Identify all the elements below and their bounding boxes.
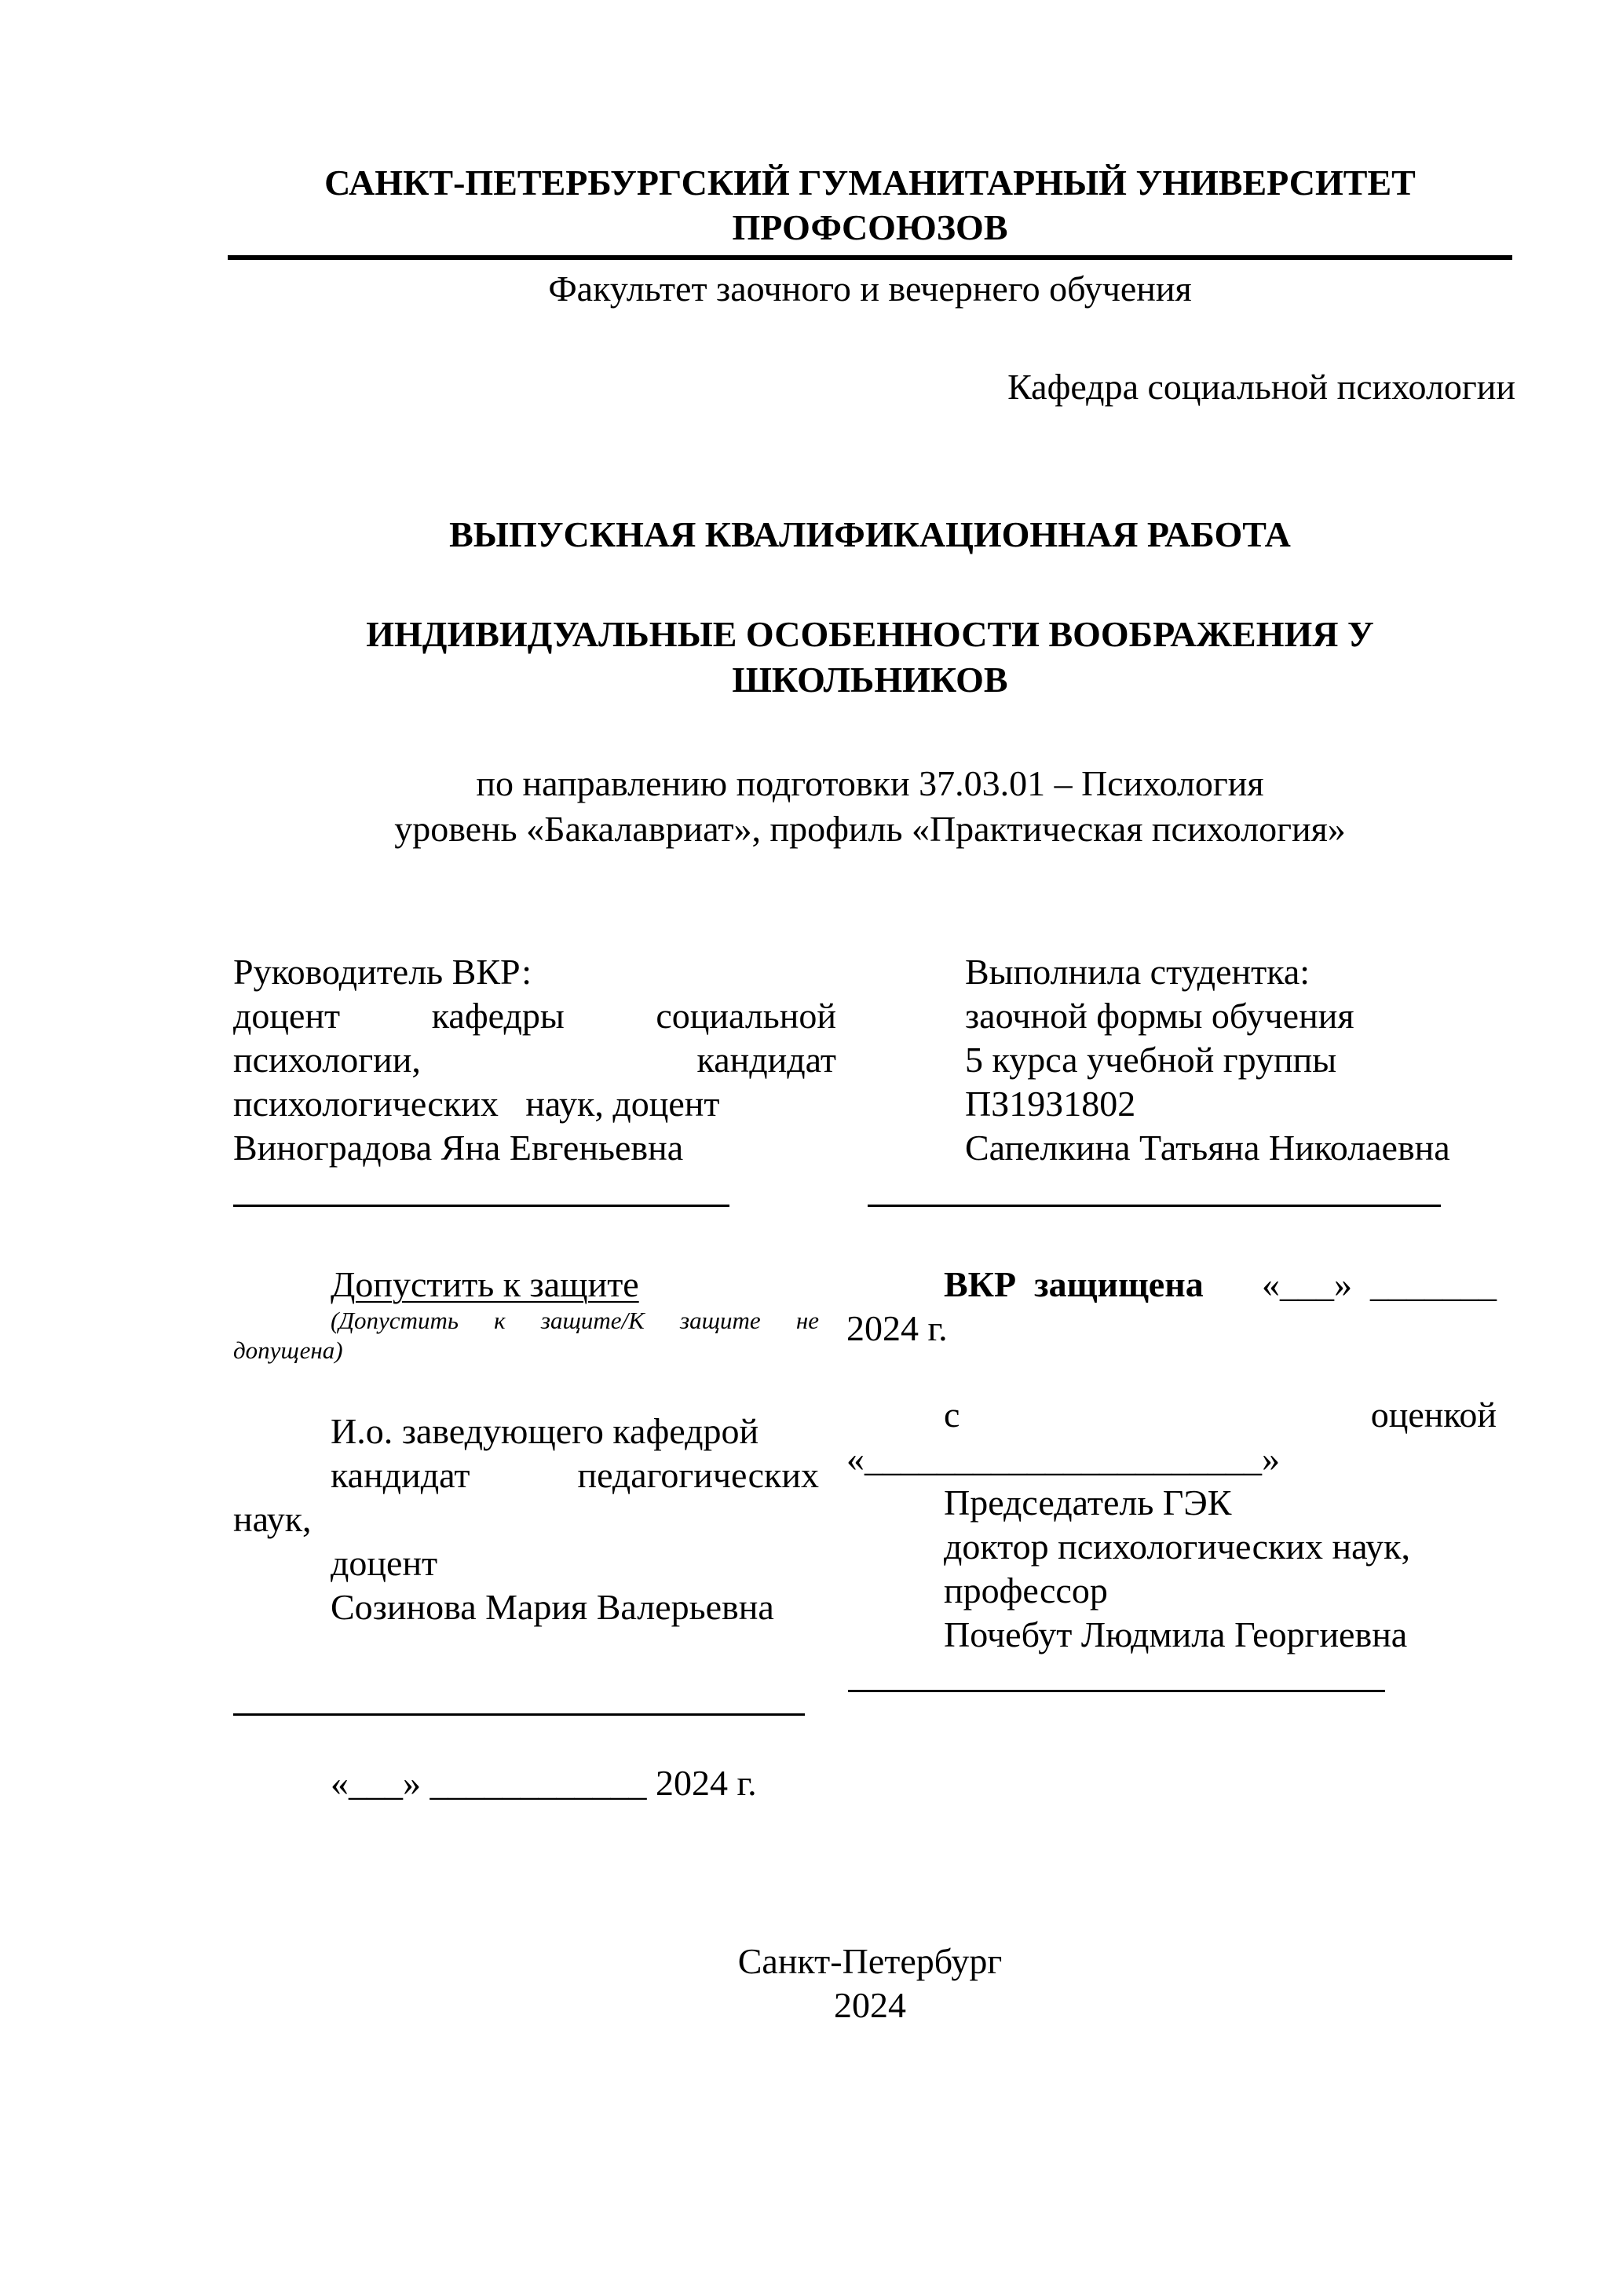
footer-city: Санкт-Петербург bbox=[737, 1941, 1003, 1981]
head-degree-line bbox=[331, 1453, 819, 1497]
word: педагогических bbox=[577, 1455, 819, 1495]
student-name: Сапелкина Татьяна Николаевна bbox=[965, 1128, 1450, 1168]
admission-decision: Допустить к защите bbox=[331, 1264, 639, 1304]
grade-blank[interactable]: «______________________» bbox=[846, 1439, 1280, 1479]
work-type-title: ВЫПУСКНАЯ КВАЛИФИКАЦИОННАЯ РАБОТА bbox=[449, 514, 1291, 554]
student-study-form: заочной формы обучения bbox=[965, 996, 1354, 1036]
student-signature-line[interactable] bbox=[868, 1205, 1441, 1207]
chair-degree: доктор психологических наук, bbox=[944, 1526, 1411, 1567]
supervisor-name: Виноградова Яна Евгеньевна bbox=[233, 1128, 684, 1168]
student-label: Выполнила студентка: bbox=[965, 952, 1310, 992]
supervisor-position-line2 bbox=[233, 1038, 836, 1082]
chair-signature-line[interactable] bbox=[848, 1690, 1385, 1692]
word: кафедры bbox=[431, 996, 565, 1036]
direction-line1: по направлению подготовки 37.03.01 – Психология bbox=[476, 763, 1264, 803]
supervisor-signature-line[interactable] bbox=[233, 1205, 729, 1207]
topic-title-line2: ШКОЛЬНИКОВ bbox=[732, 660, 1008, 700]
defended-date[interactable]: «___» _______ bbox=[1262, 1264, 1497, 1304]
word: доцент bbox=[233, 996, 341, 1036]
topic-title-line1: ИНДИВИДУАЛЬНЫЕ ОСОБЕННОСТИ ВООБРАЖЕНИЯ У bbox=[366, 614, 1374, 654]
student-course: 5 курса учебной группы bbox=[965, 1040, 1337, 1080]
supervisor-position-line1 bbox=[233, 994, 836, 1038]
footer-year: 2024 bbox=[834, 1985, 906, 2025]
word: кандидат bbox=[696, 1040, 836, 1080]
direction-line2: уровень «Бакалавриат», профиль «Практическая психология» bbox=[394, 809, 1346, 849]
word: психологии, bbox=[233, 1040, 421, 1080]
word: не bbox=[795, 1307, 819, 1334]
chair-name: Почебут Людмила Георгиевна bbox=[944, 1614, 1408, 1654]
defended-year: 2024 г. bbox=[846, 1308, 948, 1348]
head-title: И.о. заведующего кафедрой bbox=[331, 1411, 759, 1451]
chair-rank: профессор bbox=[944, 1570, 1108, 1610]
head-degree-continuation: наук, bbox=[233, 1499, 312, 1539]
header-rule bbox=[228, 255, 1512, 260]
head-signature-line[interactable] bbox=[233, 1713, 805, 1716]
word: (Допустить bbox=[331, 1307, 459, 1334]
admission-hint-line2: допущена) bbox=[233, 1336, 343, 1364]
defense-status-line bbox=[846, 1263, 1497, 1307]
supervisor-label: Руководитель ВКР: bbox=[233, 952, 532, 992]
word: кандидат bbox=[331, 1455, 470, 1495]
admission-date[interactable]: «___» ____________ 2024 г. bbox=[331, 1763, 757, 1803]
word: к bbox=[494, 1307, 506, 1334]
department-name: Кафедра социальной психологии bbox=[1007, 367, 1515, 407]
defended-label: ВКР защищена bbox=[944, 1264, 1204, 1304]
chair-title: Председатель ГЭК bbox=[944, 1483, 1232, 1523]
grade-suffix: оценкой bbox=[1370, 1395, 1497, 1435]
student-group: ПЗ19З1802 bbox=[965, 1084, 1136, 1124]
head-name: Созинова Мария Валерьевна bbox=[331, 1587, 774, 1627]
university-name-line2: ПРОФСОЮЗОВ bbox=[732, 207, 1008, 247]
supervisor-position-line3: психологических наук, доцент bbox=[233, 1084, 720, 1124]
university-name-line1: САНКТ-ПЕТЕРБУРГСКИЙ ГУМАНИТАРНЫЙ УНИВЕРСИТЕТ bbox=[324, 163, 1416, 203]
word: социальной bbox=[656, 996, 836, 1036]
grade-prefix: с bbox=[944, 1395, 960, 1435]
word: защите/К bbox=[540, 1307, 645, 1334]
admission-hint-line1 bbox=[331, 1305, 819, 1336]
head-rank: доцент bbox=[331, 1543, 438, 1583]
grade-line bbox=[846, 1393, 1497, 1437]
faculty-name: Факультет заочного и вечернего обучения bbox=[548, 269, 1192, 309]
word: защите bbox=[679, 1307, 761, 1334]
